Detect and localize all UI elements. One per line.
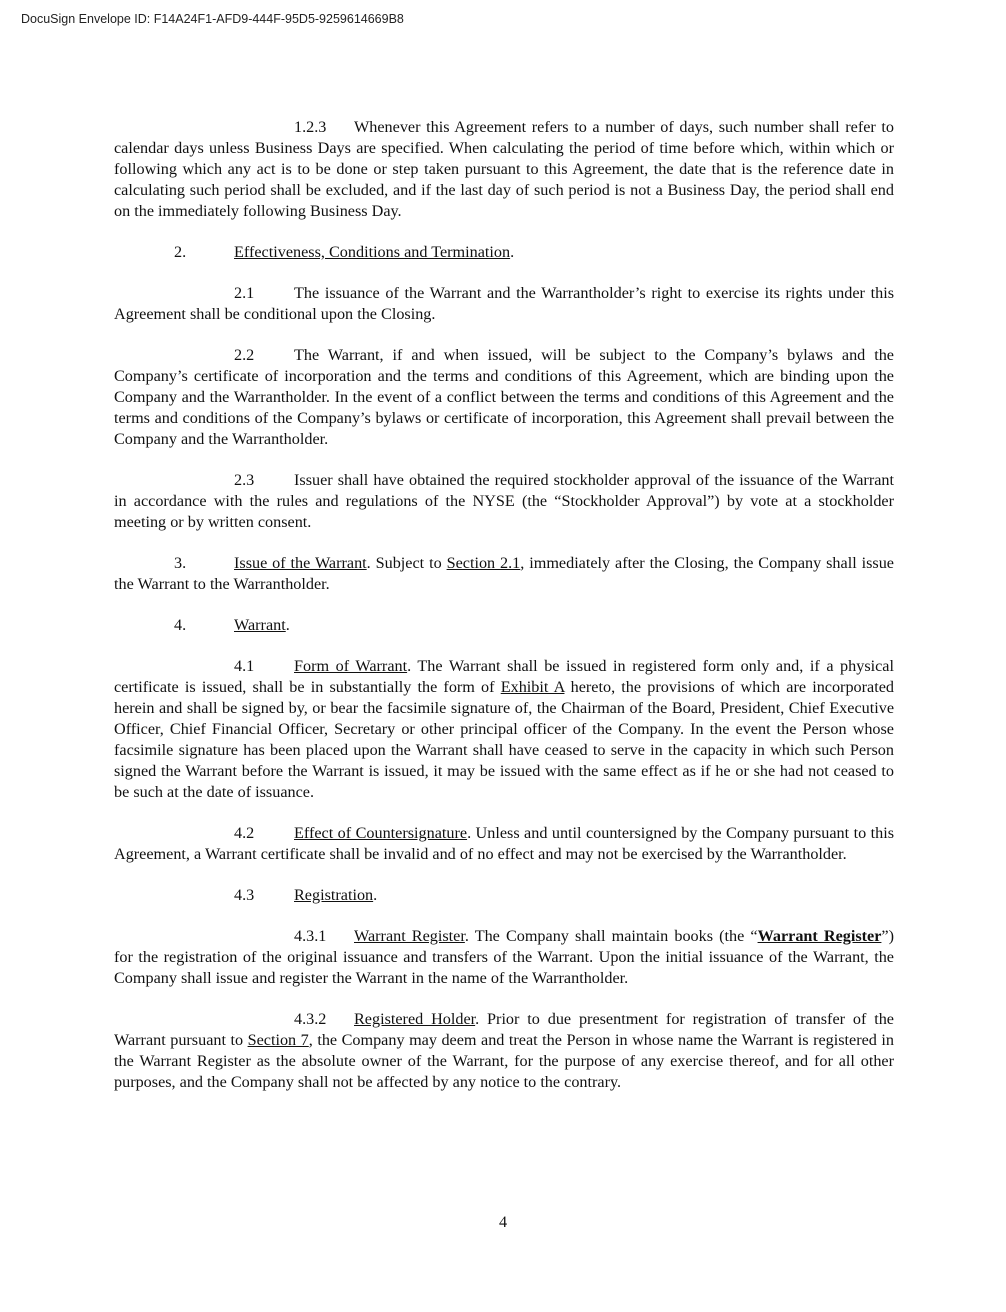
clause-text: Issuer shall have obtained the required stockholder approval of the issuance of the Warrant in accordance with the rules and regulations of the NYSE (the “Stockholder Approval”) by vote at a stockholder meeting or by written consent. (114, 471, 894, 531)
underlined-term: Effectiveness, Conditions and Termination (234, 243, 511, 261)
clause-number: 4.3 (234, 886, 255, 904)
section-heading-paragraph (114, 553, 894, 595)
clause-text: . The Company shall maintain books (the “ (464, 927, 758, 945)
clause-number: 1.2.3 (294, 118, 327, 136)
clause-number: 3. (174, 554, 187, 572)
underlined-term: Registration (294, 886, 374, 904)
clause-text: . The Warrant shall be issued in registered form only and, if a physical certificate is issued, shall be in substantially the form of (114, 657, 894, 696)
clause-paragraph (114, 345, 894, 450)
clause-number: 4.3.2 (294, 1010, 327, 1028)
underlined-term: Warrant Register (354, 927, 465, 945)
underlined-term: Effect of Countersignature (294, 824, 468, 842)
clause-text: . Unless and until countersigned by the Company pursuant to this Agreement, a Warrant certificate shall be invalid and of no effect and may not be exercised by the Warrantholder. (114, 824, 894, 863)
clause-text: . (285, 616, 290, 634)
clause-paragraph (114, 1009, 894, 1093)
underlined-term: Registered Holder (354, 1010, 476, 1028)
clause-number: 4.3.1 (294, 927, 327, 945)
clause-number: 4.1 (234, 657, 255, 675)
clause-text: . (510, 243, 515, 261)
section-heading-paragraph (114, 615, 894, 636)
section-heading-paragraph (114, 242, 894, 263)
clause-text: , the Company may deem and treat the Person in whose name the Warrant is registered in the Warrant Register as the absolute owner of the Warrant, for the purpose of any exercise thereof, and for all other purposes, and the Company shall not be affected by any notice to the contrary. (114, 1031, 894, 1091)
underlined-term: Form of Warrant (294, 657, 408, 675)
clause-text: Whenever this Agreement refers to a number of days, such number shall refer to calendar days unless Business Days are specified. When calculating the period of time before which, within which or following which any act is to be done or step taken pursuant to this Agreement, the date that is the reference date in calculating such period shall be excluded, and if the last day of such period is not a Business Day, the period shall end on the immediately following Business Day. (114, 118, 894, 220)
underlined-term: Warrant (234, 616, 286, 634)
underlined-term: Section 2.1 (446, 554, 521, 572)
clause-text: The issuance of the Warrant and the Warrantholder’s right to exercise its rights under this Agreement shall be conditional upon the Closing. (114, 284, 894, 323)
clause-text: hereto, the provisions of which are incorporated herein and shall be signed by, or bear the facsimile signature of, the Chairman of the Board, President, Chief Executive Officer, Chief Financial Officer, Secretary or other principal officer of the Company. In the event the Person whose facsimile signature has been placed upon the Warrant shall have ceased to serve in the capacity in which such Person signed the Warrant before the Warrant is issued, it may be issued with the same effect as if he or she had not ceased to be such at the date of issuance. (114, 678, 894, 801)
underlined-term: Issue of the Warrant (234, 554, 367, 572)
clause-text: , immediately after the Closing, the Company shall issue the Warrant to the Warrantholder. (114, 554, 894, 593)
clause-paragraph (114, 656, 894, 803)
docusign-envelope-id: DocuSign Envelope ID: F14A24F1-AFD9-444F-95D5-9259614669B8 (21, 12, 404, 26)
page-number: 4 (498, 1213, 508, 1231)
underlined-term: Warrant Register (757, 927, 882, 945)
clause-number: 4. (174, 616, 187, 634)
clause-paragraph (114, 885, 894, 906)
clause-text: ”) for the registration of the original issuance and transfers of the Warrant. Upon the initial issuance of the Warrant, the Company shall issue and register the Warrant in the name of the Warrantholder. (114, 927, 894, 987)
clause-text: . Subject to (366, 554, 447, 572)
clause-text: The Warrant, if and when issued, will be subject to the Company’s bylaws and the Company’s certificate of incorporation and the terms and conditions of this Agreement, which are binding upon the Company and the Warrantholder. In the event of a conflict between the terms and conditions of this Agreement and the terms and conditions of the Company’s bylaws or certificate of incorporation, this Agreement shall prevail between the Company and the Warrantholder. (114, 346, 894, 448)
clause-paragraph (114, 926, 894, 989)
clause-paragraph (114, 283, 894, 325)
clause-paragraph (114, 470, 894, 533)
clause-paragraph (114, 117, 894, 222)
clause-number: 2.3 (234, 471, 255, 489)
clause-paragraph (114, 823, 894, 865)
document-body (114, 117, 894, 1113)
underlined-term: Exhibit A (500, 678, 565, 696)
underlined-term: Section 7 (247, 1031, 309, 1049)
clause-number: 2.1 (234, 284, 255, 302)
clause-text: . (373, 886, 378, 904)
clause-text: . Prior to due presentment for registration of transfer of the Warrant pursuant to (114, 1010, 894, 1049)
clause-number: 2.2 (234, 346, 255, 364)
clause-number: 4.2 (234, 824, 255, 842)
clause-number: 2. (174, 243, 187, 261)
